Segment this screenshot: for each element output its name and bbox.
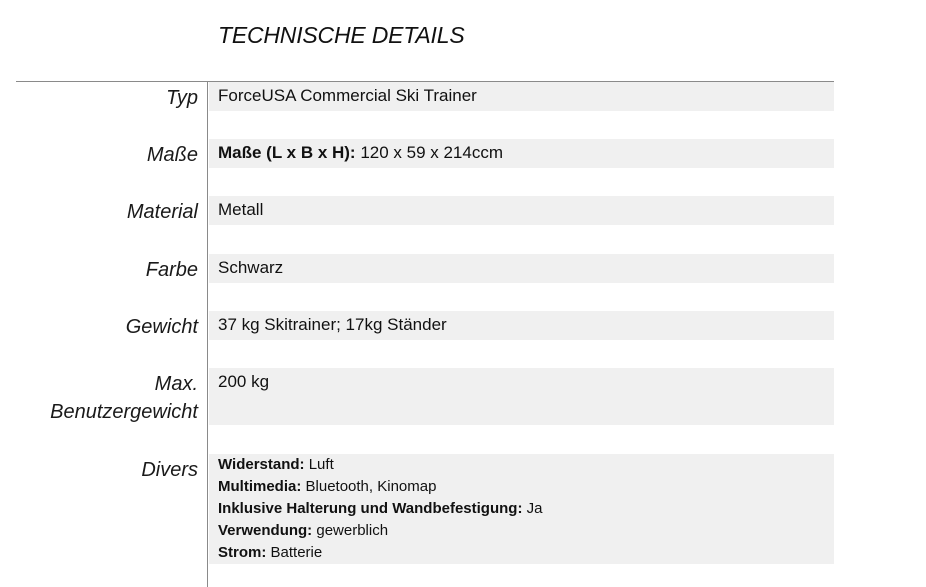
divers-line xyxy=(218,454,834,476)
row-value-text: Metall xyxy=(218,200,264,219)
divers-line xyxy=(218,476,834,498)
row-value-text: Schwarz xyxy=(218,258,284,277)
row-label-typ: Typ xyxy=(166,87,198,109)
divers-key: Multimedia: xyxy=(218,478,302,495)
divers-key: Inklusive Halterung und Wandbefestigung: xyxy=(218,500,523,517)
row-label-max: Max. xyxy=(154,373,198,395)
row-value-text: 200 kg xyxy=(218,372,270,391)
row-value-divers xyxy=(209,454,834,564)
row-value-text: 37 kg Skitrainer; 17kg Ständer xyxy=(218,315,447,334)
divers-value: gewerblich xyxy=(312,522,389,539)
row-value-text: ForceUSA Commercial Ski Trainer xyxy=(218,86,477,105)
divers-value: Ja xyxy=(522,500,543,517)
row-label-gewicht: Gewicht xyxy=(125,316,198,338)
divers-key: Verwendung: xyxy=(218,522,313,539)
divers-key: Widerstand: xyxy=(218,456,305,473)
divers-value: Batterie xyxy=(266,544,323,561)
row-label-material: Material xyxy=(126,201,198,223)
row-label-farbe: Farbe xyxy=(145,259,198,281)
divers-value: Bluetooth, Kinomap xyxy=(301,478,437,495)
row-value-typ xyxy=(209,82,834,111)
divers-line xyxy=(218,520,834,542)
row-value-masse xyxy=(209,139,834,168)
divers-key: Strom: xyxy=(218,544,267,561)
divers-value: Luft xyxy=(304,456,334,473)
divers-line xyxy=(218,542,834,564)
row-value-text: 120 x 59 x 214ccm xyxy=(355,143,504,162)
row-value-max-benutzergewicht xyxy=(209,368,834,425)
row-label-divers: Divers xyxy=(141,459,198,481)
row-value-gewicht xyxy=(209,311,834,340)
row-label-masse: Maße xyxy=(146,144,198,166)
column-divider xyxy=(207,81,208,587)
divers-line xyxy=(218,498,834,520)
row-label-benutzergewicht: Benutzergewicht xyxy=(50,401,198,423)
row-value-material xyxy=(209,196,834,225)
row-value-key: Maße (L x B x H): xyxy=(218,143,356,162)
row-value-farbe xyxy=(209,254,834,283)
page-title: TECHNISCHE DETAILS xyxy=(218,22,465,48)
